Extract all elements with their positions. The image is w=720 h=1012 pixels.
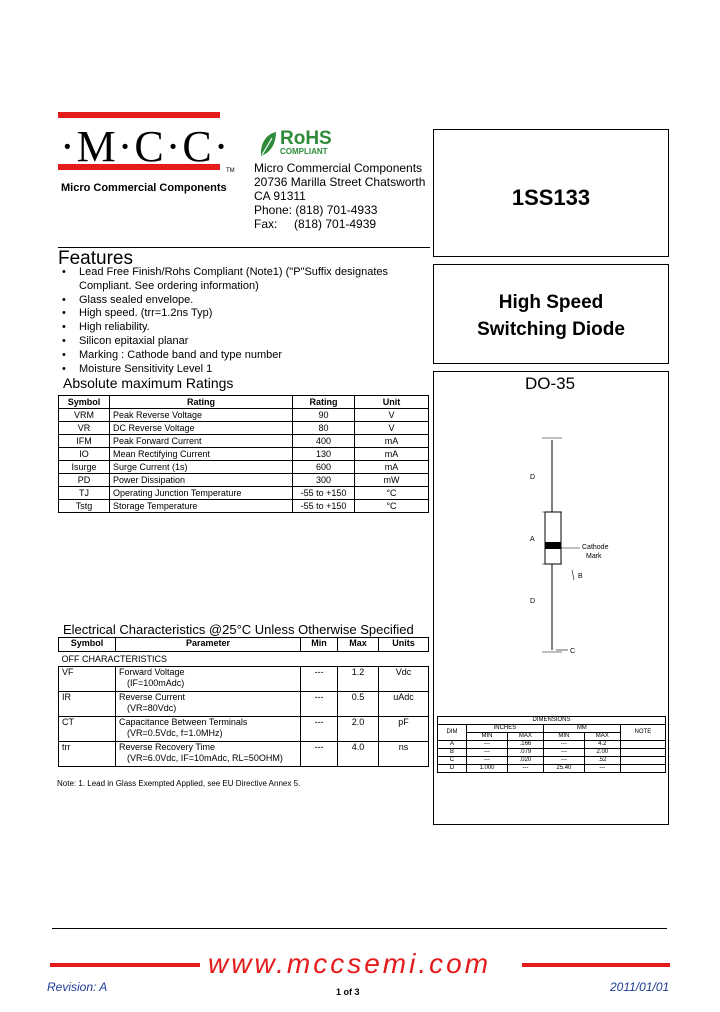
unit-cell: ns — [379, 742, 429, 767]
feature-item: • Marking : Cathode band and type number — [62, 349, 432, 363]
table-header-row — [59, 396, 429, 409]
unit-cell: mW — [355, 474, 429, 487]
features-list — [62, 266, 432, 376]
min-cell: --- — [301, 667, 338, 692]
desc-cell: Mean Rectifying Current — [110, 448, 293, 461]
col-unit: Unit — [355, 396, 429, 409]
param-cond: (IF=100mAdc) — [127, 678, 185, 688]
description-box — [433, 264, 669, 364]
symbol-cell: PD — [59, 474, 110, 487]
dim-label-d-top: D — [530, 474, 536, 481]
value-cell: -55 to +150 — [293, 487, 355, 500]
symbol-cell: Isurge — [59, 461, 110, 474]
max-cell: 1.2 — [338, 667, 379, 692]
desc-cell: Power Dissipation — [110, 474, 293, 487]
description-line1: High Speed — [498, 292, 604, 313]
table-header-row — [59, 638, 429, 652]
value-cell: 90 — [293, 409, 355, 422]
value-cell: 130 — [293, 448, 355, 461]
footer-bar-right — [522, 963, 670, 967]
cell: 25.40 — [543, 765, 584, 773]
address-line2: 20736 Marilla Street Chatsworth — [254, 175, 426, 189]
symbol-cell: VF — [59, 667, 116, 692]
unit-cell: °C — [355, 500, 429, 513]
col-parameter: Parameter — [116, 638, 301, 652]
phone-label: Phone: — [254, 203, 293, 217]
table-row — [59, 667, 429, 692]
symbol-cell: trr — [59, 742, 116, 767]
desc-cell: Storage Temperature — [110, 500, 293, 513]
param-name: Reverse Current — [119, 692, 186, 702]
dimensions-table — [437, 716, 666, 773]
cell — [620, 749, 665, 757]
symbol-cell: VRM — [59, 409, 110, 422]
cell: --- — [467, 749, 508, 757]
table-row — [59, 487, 429, 500]
diode-outline-drawing — [500, 430, 630, 660]
table-row — [438, 765, 666, 773]
col-max-in: MAX — [508, 733, 544, 741]
dim-label-d-bottom: D — [530, 598, 536, 605]
param-cell — [116, 667, 301, 692]
min-cell: --- — [301, 692, 338, 717]
param-cell — [116, 717, 301, 742]
param-cond: (VR=80Vdc) — [127, 703, 177, 713]
address-line1: Micro Commercial Components — [254, 161, 423, 175]
unit-cell: Vdc — [379, 667, 429, 692]
mark-label: Mark — [586, 553, 602, 560]
feature-item: • Lead Free Finish/Rohs Compliant (Note1) ("P"Suffix designates Compliant. See ordering information) — [62, 266, 432, 294]
phone-line — [254, 203, 425, 217]
table-row — [59, 717, 429, 742]
table-row — [438, 749, 666, 757]
symbol-cell: TJ — [59, 487, 110, 500]
cathode-label: Cathode — [582, 544, 609, 551]
min-cell: --- — [301, 742, 338, 767]
symbol-cell: IFM — [59, 435, 110, 448]
inches-group: INCHES — [467, 725, 544, 733]
param-name: Reverse Recovery Time — [119, 742, 216, 752]
footnote: Note: 1. Lead in Glass Exempted Applied, see EU Directive Annex 5. — [57, 779, 301, 788]
diode-body — [545, 512, 561, 564]
cell: --- — [543, 741, 584, 749]
company-name: Micro Commercial Components — [61, 182, 227, 194]
fax-line — [254, 217, 425, 231]
phone-number: (818) 701-4933 — [295, 203, 378, 217]
off-characteristics: OFF CHARACTERISTICS — [59, 652, 429, 667]
unit-cell: °C — [355, 487, 429, 500]
col-min: Min — [301, 638, 338, 652]
unit-cell: mA — [355, 461, 429, 474]
rohs-main: RoHS — [280, 128, 332, 149]
trademark: TM — [226, 168, 235, 174]
fax-label: Fax: — [254, 217, 278, 231]
value-cell: 80 — [293, 422, 355, 435]
table-row — [59, 742, 429, 767]
table-row — [438, 725, 666, 733]
desc-cell: Peak Reverse Voltage — [110, 409, 293, 422]
page-number: 1 of 3 — [336, 987, 360, 997]
address-line3: CA 91311 — [254, 189, 306, 203]
symbol-cell: VR — [59, 422, 110, 435]
footer-divider — [52, 928, 667, 929]
feature-item: • Moisture Sensitivity Level 1 — [62, 363, 432, 377]
table-row — [438, 757, 666, 765]
table-row — [438, 741, 666, 749]
mm-group: MM — [543, 725, 620, 733]
rohs-sub: COMPLIANT — [280, 147, 328, 156]
col-max: Max — [338, 638, 379, 652]
table-row — [59, 409, 429, 422]
subheader-row — [59, 652, 429, 667]
table-row — [59, 422, 429, 435]
cell: C — [438, 757, 467, 765]
col-units: Units — [379, 638, 429, 652]
col-dim: DIM — [438, 725, 467, 741]
unit-cell: uAdc — [379, 692, 429, 717]
table-row — [59, 500, 429, 513]
website-url[interactable]: www.mccsemi.com — [208, 948, 492, 979]
electrical-table — [58, 637, 429, 767]
revision-date: 2011/01/01 — [610, 980, 670, 994]
dim-label-c: C — [570, 648, 576, 655]
col-rating: Rating — [110, 396, 293, 409]
unit-cell: pF — [379, 717, 429, 742]
table-row — [59, 435, 429, 448]
unit-cell: V — [355, 422, 429, 435]
table-row — [59, 461, 429, 474]
rohs-badge — [258, 128, 348, 158]
min-cell: --- — [301, 717, 338, 742]
unit-cell: mA — [355, 448, 429, 461]
cell — [620, 757, 665, 765]
feature-item: • High reliability. — [62, 321, 432, 335]
cell: .079 — [508, 749, 544, 757]
unit-cell: V — [355, 409, 429, 422]
col-symbol: Symbol — [59, 638, 116, 652]
cell: --- — [508, 765, 544, 773]
feature-item: • High speed. (trr=1.2ns Typ) — [62, 307, 432, 321]
dim-label-a: A — [530, 536, 535, 543]
symbol-cell: IR — [59, 692, 116, 717]
symbol-cell: CT — [59, 717, 116, 742]
feature-item: • Silicon epitaxial planar — [62, 335, 432, 349]
col-min-in: MIN — [467, 733, 508, 741]
logo-bar-top — [58, 112, 220, 118]
part-number-box — [433, 129, 669, 257]
col-value: Rating — [293, 396, 355, 409]
table-row — [59, 448, 429, 461]
param-cell — [116, 692, 301, 717]
table-row — [59, 474, 429, 487]
cell: --- — [467, 757, 508, 765]
desc-cell: Peak Forward Current — [110, 435, 293, 448]
mcc-logo: ·M·C·C· — [60, 122, 231, 171]
value-cell: 300 — [293, 474, 355, 487]
cell: --- — [467, 741, 508, 749]
leaf-icon — [258, 130, 278, 158]
symbol-cell: Tstg — [59, 500, 110, 513]
dimensions-title: DIMENSIONS — [438, 717, 666, 725]
dim-label-b: B — [578, 573, 583, 580]
cell: B — [438, 749, 467, 757]
col-max-mm: MAX — [584, 733, 620, 741]
description-line2: Switching Diode — [477, 319, 625, 340]
cell: D — [438, 765, 467, 773]
revision: Revision: A — [47, 980, 108, 994]
features-title: Features — [58, 248, 133, 269]
cell: .020 — [508, 757, 544, 765]
part-number: 1SS133 — [511, 185, 591, 210]
footer-bar-left — [50, 963, 200, 967]
electrical-title: Electrical Characteristics @25°C Unless Otherwise Specified — [63, 622, 414, 637]
cell: --- — [543, 757, 584, 765]
value-cell: 400 — [293, 435, 355, 448]
cell — [620, 765, 665, 773]
desc-cell: Surge Current (1s) — [110, 461, 293, 474]
param-cond: (VR=0.5Vdc, f=1.0MHz) — [127, 728, 223, 738]
value-cell: 600 — [293, 461, 355, 474]
ratings-table — [58, 395, 429, 513]
col-min-mm: MIN — [543, 733, 584, 741]
cell: --- — [584, 765, 620, 773]
package-name: DO-35 — [525, 374, 576, 393]
value-cell: -55 to +150 — [293, 500, 355, 513]
cell: --- — [543, 749, 584, 757]
cell: .166 — [508, 741, 544, 749]
cell: 4.2 — [584, 741, 620, 749]
max-cell: 0.5 — [338, 692, 379, 717]
max-cell: 4.0 — [338, 742, 379, 767]
symbol-cell: IO — [59, 448, 110, 461]
desc-cell: DC Reverse Voltage — [110, 422, 293, 435]
feature-item: • Glass sealed envelope. — [62, 294, 432, 308]
fax-number: (818) 701-4939 — [294, 217, 377, 231]
desc-cell: Operating Junction Temperature — [110, 487, 293, 500]
cell: 2.00 — [584, 749, 620, 757]
param-cond: (VR=6.0Vdc, IF=10mAdc, RL=50OHM) — [127, 753, 283, 763]
ratings-title: Absolute maximum Ratings — [63, 375, 234, 391]
cell — [620, 741, 665, 749]
param-name: Capacitance Between Terminals — [119, 717, 248, 727]
unit-cell: mA — [355, 435, 429, 448]
table-row — [438, 717, 666, 725]
cell: .52 — [584, 757, 620, 765]
col-symbol: Symbol — [59, 396, 110, 409]
col-note: NOTE — [620, 725, 665, 741]
address-block — [254, 161, 425, 231]
param-cell — [116, 742, 301, 767]
param-name: Forward Voltage — [119, 667, 185, 677]
cell: A — [438, 741, 467, 749]
max-cell: 2.0 — [338, 717, 379, 742]
cell: 1.000 — [467, 765, 508, 773]
cathode-band — [545, 542, 561, 549]
table-row — [59, 692, 429, 717]
